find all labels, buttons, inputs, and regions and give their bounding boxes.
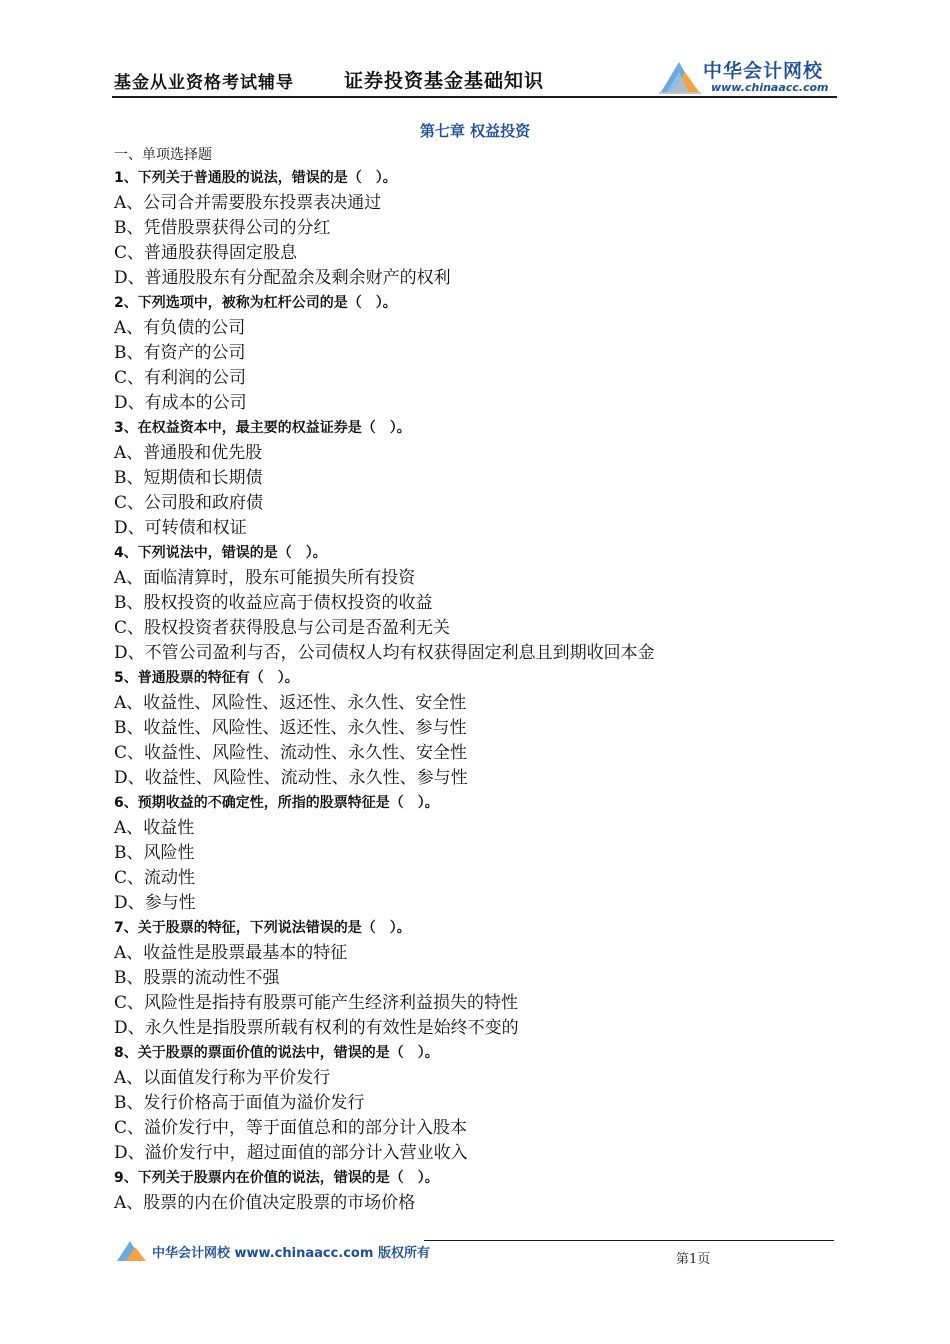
answer-option: D、不管公司盈利与否，公司债权人均有权获得固定利息且到期收回本金 — [114, 643, 655, 663]
answer-option: D、溢价发行中，超过面值的部分计入营业收入 — [114, 1143, 468, 1163]
footer-copyright: 中华会计网校 www.chinaacc.com 版权所有 — [152, 1246, 430, 1261]
answer-option: A、收益性是股票最基本的特征 — [114, 943, 348, 963]
page-number: 第1页 — [676, 1252, 711, 1267]
question-stem: 3、在权益资本中，最主要的权益证券是（ ）。 — [114, 420, 411, 436]
answer-option: C、普通股获得固定股息 — [114, 243, 298, 263]
question-list — [114, 144, 834, 1216]
answer-option: A、有负债的公司 — [114, 318, 246, 338]
answer-option: C、溢价发行中，等于面值总和的部分计入股本 — [114, 1118, 468, 1138]
question-stem: 9、下列关于股票内在价值的说法，错误的是（ ）。 — [114, 1170, 439, 1186]
answer-option: B、风险性 — [114, 843, 195, 863]
question-stem: 4、下列说法中，错误的是（ ）。 — [114, 545, 327, 561]
answer-option: A、普通股和优先股 — [114, 443, 263, 463]
answer-option: A、收益性 — [114, 818, 195, 838]
answer-option: C、风险性是指持有股票可能产生经济利益损失的特性 — [114, 993, 519, 1013]
answer-option: B、凭借股票获得公司的分红 — [114, 218, 331, 238]
answer-option: D、有成本的公司 — [114, 393, 247, 413]
answer-option: D、参与性 — [114, 893, 196, 913]
header-divider — [112, 96, 837, 98]
question-stem: 2、下列选项中，被称为杠杆公司的是（ ）。 — [114, 295, 397, 311]
answer-option: B、股票的流动性不强 — [114, 968, 280, 988]
answer-option: B、发行价格高于面值为溢价发行 — [114, 1093, 365, 1113]
page-footer — [116, 1234, 834, 1274]
chapter-title: 第七章 权益投资 — [419, 122, 531, 140]
questions-container — [114, 166, 834, 1216]
logo-url: www.chinaacc.com — [711, 81, 829, 94]
answer-option: D、普通股股东有分配盈余及剩余财产的权利 — [114, 268, 451, 288]
answer-option: A、面临清算时，股东可能损失所有投资 — [114, 568, 416, 588]
answer-option: A、收益性、风险性、返还性、永久性、安全性 — [114, 693, 467, 713]
answer-option: C、股权投资者获得股息与公司是否盈利无关 — [114, 618, 451, 638]
answer-option: D、收益性、风险性、流动性、永久性、参与性 — [114, 768, 468, 788]
answer-option: C、公司股和政府债 — [114, 493, 264, 513]
answer-option: A、股票的内在价值决定股票的市场价格 — [114, 1193, 416, 1213]
answer-option: B、收益性、风险性、返还性、永久性、参与性 — [114, 718, 467, 738]
answer-option: C、收益性、风险性、流动性、永久性、安全性 — [114, 743, 468, 763]
logo-text: 中华会计网校 — [703, 60, 824, 82]
question-stem: 6、预期收益的不确定性，所指的股票特征是（ ）。 — [114, 795, 439, 811]
page-header — [112, 56, 837, 102]
answer-option: A、公司合并需要股东投票表决通过 — [114, 193, 382, 213]
header-left-title: 基金从业资格考试辅导 — [114, 73, 294, 93]
brand-logo — [659, 56, 837, 98]
header-center-title: 证券投资基金基础知识 — [344, 70, 545, 92]
question-stem: 1、下列关于普通股的说法，错误的是（ ）。 — [114, 170, 397, 186]
footer-logo-icon — [116, 1238, 148, 1262]
logo-mountain-icon — [659, 58, 701, 94]
answer-option: B、股权投资的收益应高于债权投资的收益 — [114, 593, 433, 613]
question-stem: 5、普通股票的特征有（ ）。 — [114, 670, 299, 686]
answer-option: C、流动性 — [114, 868, 196, 888]
section-title: 一、单项选择题 — [114, 147, 212, 163]
answer-option: A、以面值发行称为平价发行 — [114, 1068, 331, 1088]
answer-option: C、有利润的公司 — [114, 368, 247, 388]
question-stem: 7、关于股票的特征，下列说法错误的是（ ）。 — [114, 920, 411, 936]
footer-divider — [424, 1240, 834, 1241]
answer-option: D、永久性是指股票所载有权利的有效性是始终不变的 — [114, 1018, 519, 1038]
answer-option: D、可转债和权证 — [114, 518, 247, 538]
answer-option: B、短期债和长期债 — [114, 468, 263, 488]
question-stem: 8、关于股票的票面价值的说法中，错误的是（ ）。 — [114, 1045, 439, 1061]
answer-option: B、有资产的公司 — [114, 343, 246, 363]
